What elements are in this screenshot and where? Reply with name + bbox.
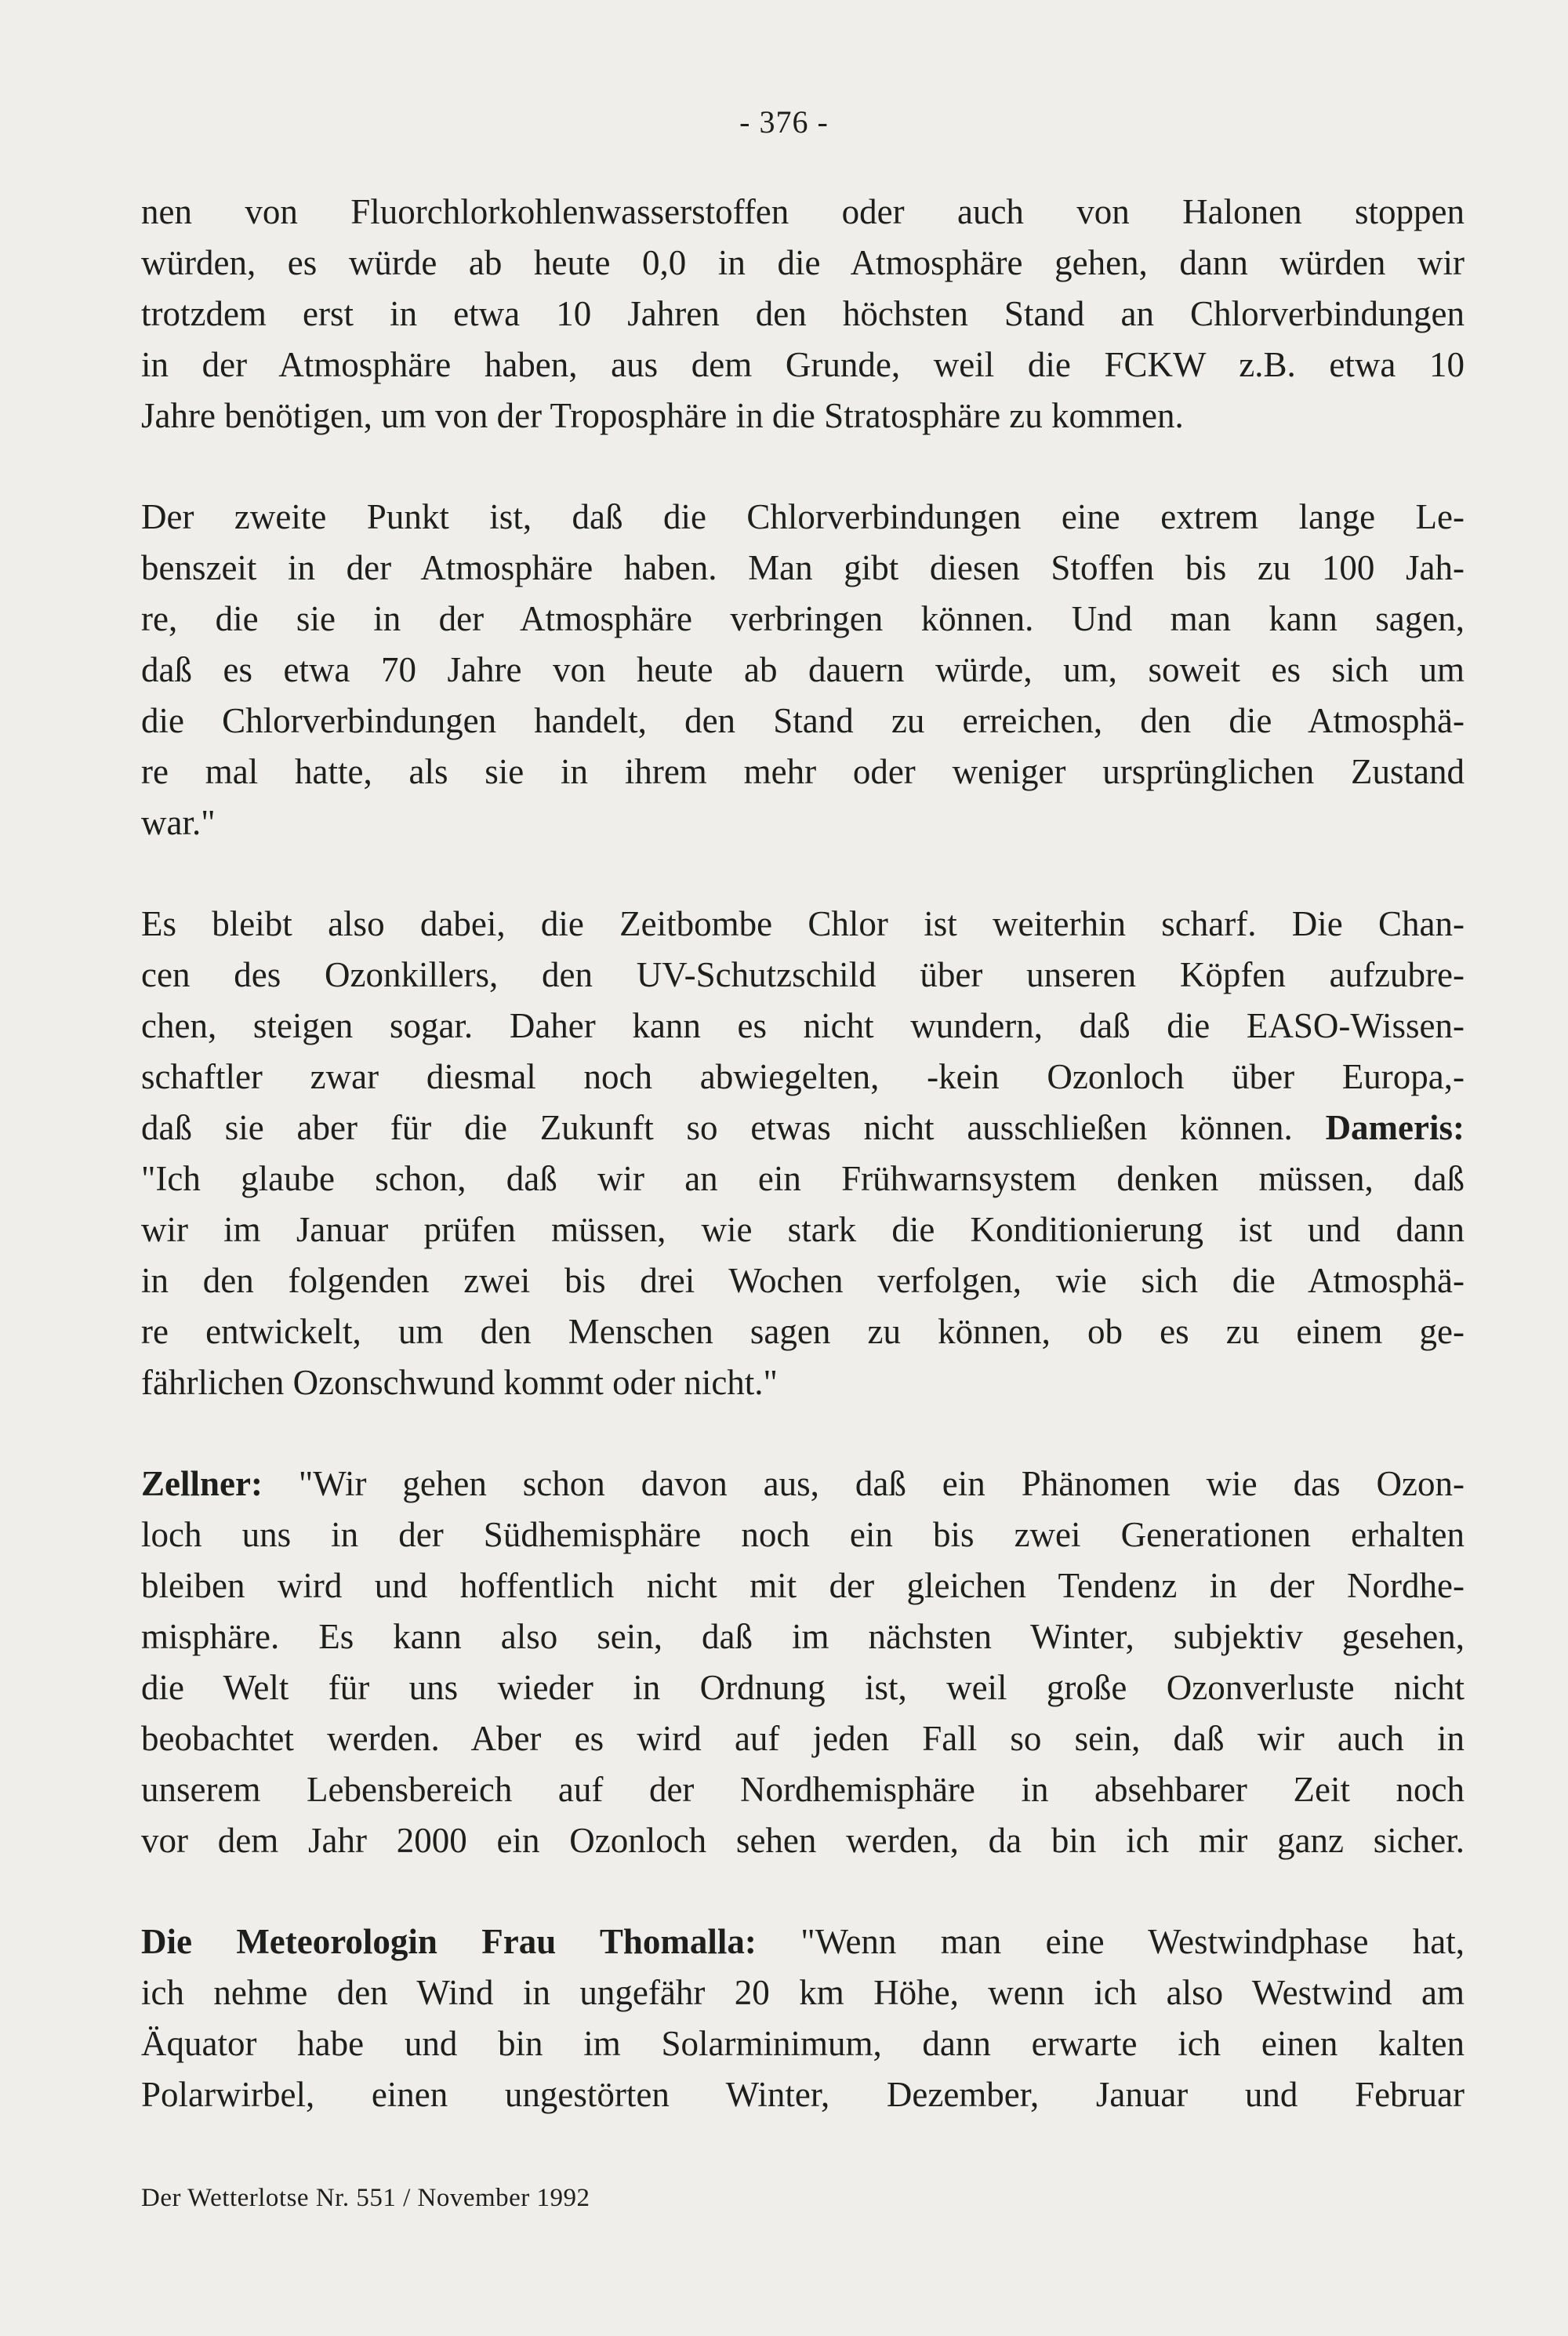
footer-citation: Der Wetterlotse Nr. 551 / November 1992: [141, 2184, 590, 2212]
text-line: re, die sie in der Atmosphäre verbringen können. Und man kann sagen,: [141, 599, 1465, 638]
text-line: "Ich glaube schon, daß wir an ein Frühwarnsystem denken müssen, daß: [141, 1159, 1465, 1198]
text-line: daß es etwa 70 Jahre von heute ab dauern würde, um, soweit es sich um: [141, 650, 1465, 689]
text-line: Es bleibt also dabei, die Zeitbombe Chlor ist weiterhin scharf. Die Chan-: [141, 904, 1465, 943]
text-line: re entwickelt, um den Menschen sagen zu können, ob es zu einem ge-: [141, 1312, 1465, 1351]
text-line: [141, 1103, 1465, 1153]
text-line: [141, 1459, 1465, 1509]
page-number: - 376 -: [739, 104, 829, 140]
speaker-name: Die Meteorologin Frau Thomalla:: [141, 1922, 757, 1961]
text-line: beobachtet werden. Aber es wird auf jeden Fall so sein, daß wir auch in: [141, 1719, 1465, 1758]
text-line: Der zweite Punkt ist, daß die Chlorverbindungen eine extrem lange Le-: [141, 497, 1465, 536]
paragraph-2: [141, 492, 1465, 848]
speaker-name: Zellner:: [141, 1464, 263, 1503]
body-text: [141, 187, 1465, 2171]
text-line: Äquator habe und bin im Solarminimum, dann erwarte ich einen kalten: [141, 2024, 1465, 2063]
text-segment: "Wenn man eine Westwindphase hat,: [756, 1922, 1465, 1961]
speaker-name: Dameris:: [1325, 1108, 1465, 1147]
text-line: bleiben wird und hoffentlich nicht mit der gleichen Tendenz in der Nordhe-: [141, 1566, 1465, 1605]
paragraph-3: [141, 899, 1465, 1408]
text-line: wir im Januar prüfen müssen, wie stark die Konditionierung ist und dann: [141, 1210, 1465, 1249]
text-line: loch uns in der Südhemisphäre noch ein bis zwei Generationen erhalten: [141, 1515, 1465, 1554]
text-segment: daß sie aber für die Zukunft so etwas nicht ausschließen können.: [141, 1108, 1326, 1147]
paragraph-5: [141, 1916, 1465, 2120]
text-line: war.": [141, 803, 216, 842]
text-line: cen des Ozonkillers, den UV-Schutzschild über unseren Köpfen aufzubre-: [141, 955, 1465, 994]
text-line: nen von Fluorchlorkohlenwasserstoffen oder auch von Halonen stoppen: [141, 192, 1465, 231]
text-line: Polarwirbel, einen ungestörten Winter, Dezember, Januar und Februar: [141, 2075, 1465, 2114]
text-line: in der Atmosphäre haben, aus dem Grunde, weil die FCKW z.B. etwa 10: [141, 345, 1465, 384]
text-line: schaftler zwar diesmal noch abwiegelten, -kein Ozonloch über Europa,-: [141, 1057, 1465, 1096]
text-line: benszeit in der Atmosphäre haben. Man gibt diesen Stoffen bis zu 100 Jah-: [141, 548, 1465, 587]
text-line: Jahre benötigen, um von der Troposphäre in die Stratosphäre zu kommen.: [141, 396, 1184, 435]
paragraph-1: [141, 187, 1465, 441]
text-line: würden, es würde ab heute 0,0 in die Atmosphäre gehen, dann würden wir: [141, 243, 1465, 282]
text-line: trotzdem erst in etwa 10 Jahren den höchsten Stand an Chlorverbindungen: [141, 294, 1465, 333]
text-line: unserem Lebensbereich auf der Nordhemisphäre in absehbarer Zeit noch: [141, 1770, 1465, 1809]
text-line: chen, steigen sogar. Daher kann es nicht wundern, daß die EASO-Wissen-: [141, 1006, 1465, 1045]
text-line: [141, 1916, 1465, 1967]
text-line: die Chlorverbindungen handelt, den Stand zu erreichen, den die Atmosphä-: [141, 701, 1465, 740]
text-line: misphäre. Es kann also sein, daß im nächsten Winter, subjektiv gesehen,: [141, 1617, 1465, 1656]
text-line: fährlichen Ozonschwund kommt oder nicht.": [141, 1363, 778, 1402]
text-line: ich nehme den Wind in ungefähr 20 km Höhe, wenn ich also Westwind am: [141, 1973, 1465, 2012]
text-line: in den folgenden zwei bis drei Wochen verfolgen, wie sich die Atmosphä-: [141, 1261, 1465, 1300]
paragraph-4: [141, 1459, 1465, 1866]
text-line: vor dem Jahr 2000 ein Ozonloch sehen werden, da bin ich mir ganz sicher.: [141, 1821, 1465, 1860]
text-line: die Welt für uns wieder in Ordnung ist, weil große Ozonverluste nicht: [141, 1668, 1465, 1707]
text-line: re mal hatte, als sie in ihrem mehr oder weniger ursprünglichen Zustand: [141, 752, 1465, 791]
text-segment: "Wir gehen schon davon aus, daß ein Phänomen wie das Ozon-: [262, 1464, 1465, 1503]
